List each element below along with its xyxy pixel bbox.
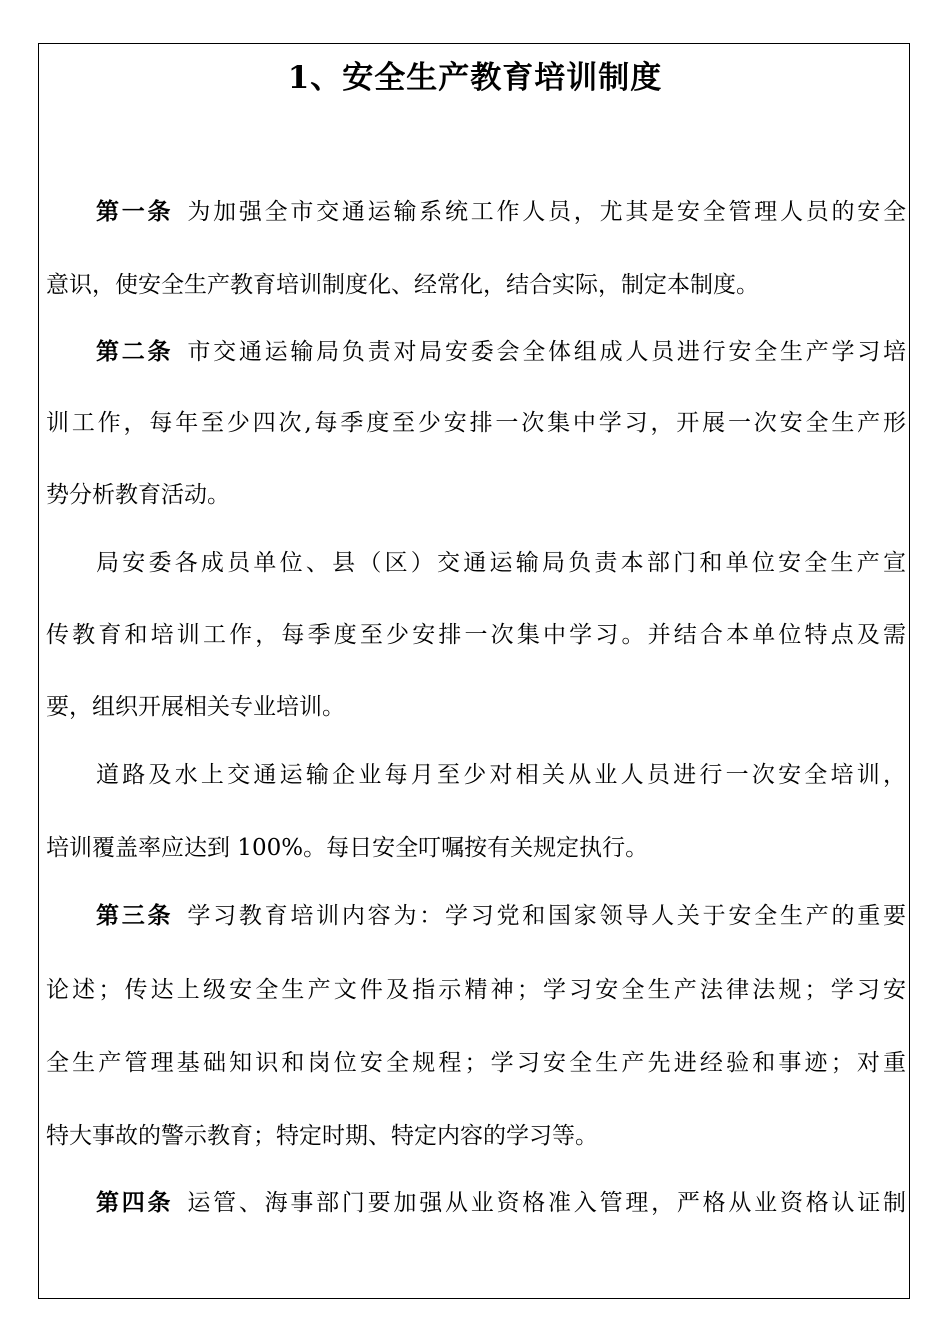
article3-label: 第三条 xyxy=(96,902,174,929)
article3-text-line4: 特大事故的警示教育；特定时期、特定内容的学习等。 xyxy=(46,1123,598,1149)
article3-text-line1: 学习教育培训内容为：学习党和国家领导人关于安全生产的重要 xyxy=(187,903,906,929)
article1-line1 xyxy=(96,197,906,227)
article1-text-line2: 意识，使安全生产教育培训制度化、经常化，结合实际，制定本制度。 xyxy=(46,272,759,298)
article2-line1 xyxy=(96,337,906,367)
committee-text-line2: 传教育和培训工作，每季度至少安排一次集中学习。并结合本单位特点及需 xyxy=(46,622,906,648)
article2-label: 第二条 xyxy=(96,338,174,365)
enterprise-text-line2: 培训覆盖率应达到 100%。每日安全叮嘱按有关规定执行。 xyxy=(46,835,649,861)
article4-line1 xyxy=(96,1188,906,1218)
enterprise-text-line1: 道路及水上交通运输企业每月至少对相关从业人员进行一次安全培训， xyxy=(96,762,906,788)
article1-text-line1: 为加强全市交通运输系统工作人员，尤其是安全管理人员的安全 xyxy=(187,199,906,225)
article2-text-line2: 训工作，每年至少四次,每季度至少安排一次集中学习，开展一次安全生产形 xyxy=(46,410,906,436)
article4-label: 第四条 xyxy=(96,1189,174,1216)
committee-text-line3: 要，组织开展相关专业培训。 xyxy=(46,694,345,720)
page-border xyxy=(38,43,910,1299)
article1-label: 第一条 xyxy=(96,198,174,225)
article3-text-line2: 论述；传达上级安全生产文件及指示精神；学习安全生产法律法规；学习安 xyxy=(46,977,906,1003)
committee-text-line1: 局安委各成员单位、县（区）交通运输局负责本部门和单位安全生产宣 xyxy=(96,550,906,576)
article4-text-line1: 运管、海事部门要加强从业资格准入管理，严格从业资格认证制 xyxy=(187,1190,906,1216)
article2-text-line3: 势分析教育活动。 xyxy=(46,482,230,508)
document-title: 1、安全生产教育培训制度 xyxy=(287,60,663,96)
article3-line1 xyxy=(96,901,906,931)
article2-text-line1: 市交通运输局负责对局安委会全体组成人员进行安全生产学习培 xyxy=(187,339,906,365)
article3-text-line3: 全生产管理基础知识和岗位安全规程；学习安全生产先进经验和事迹；对重 xyxy=(46,1050,906,1076)
